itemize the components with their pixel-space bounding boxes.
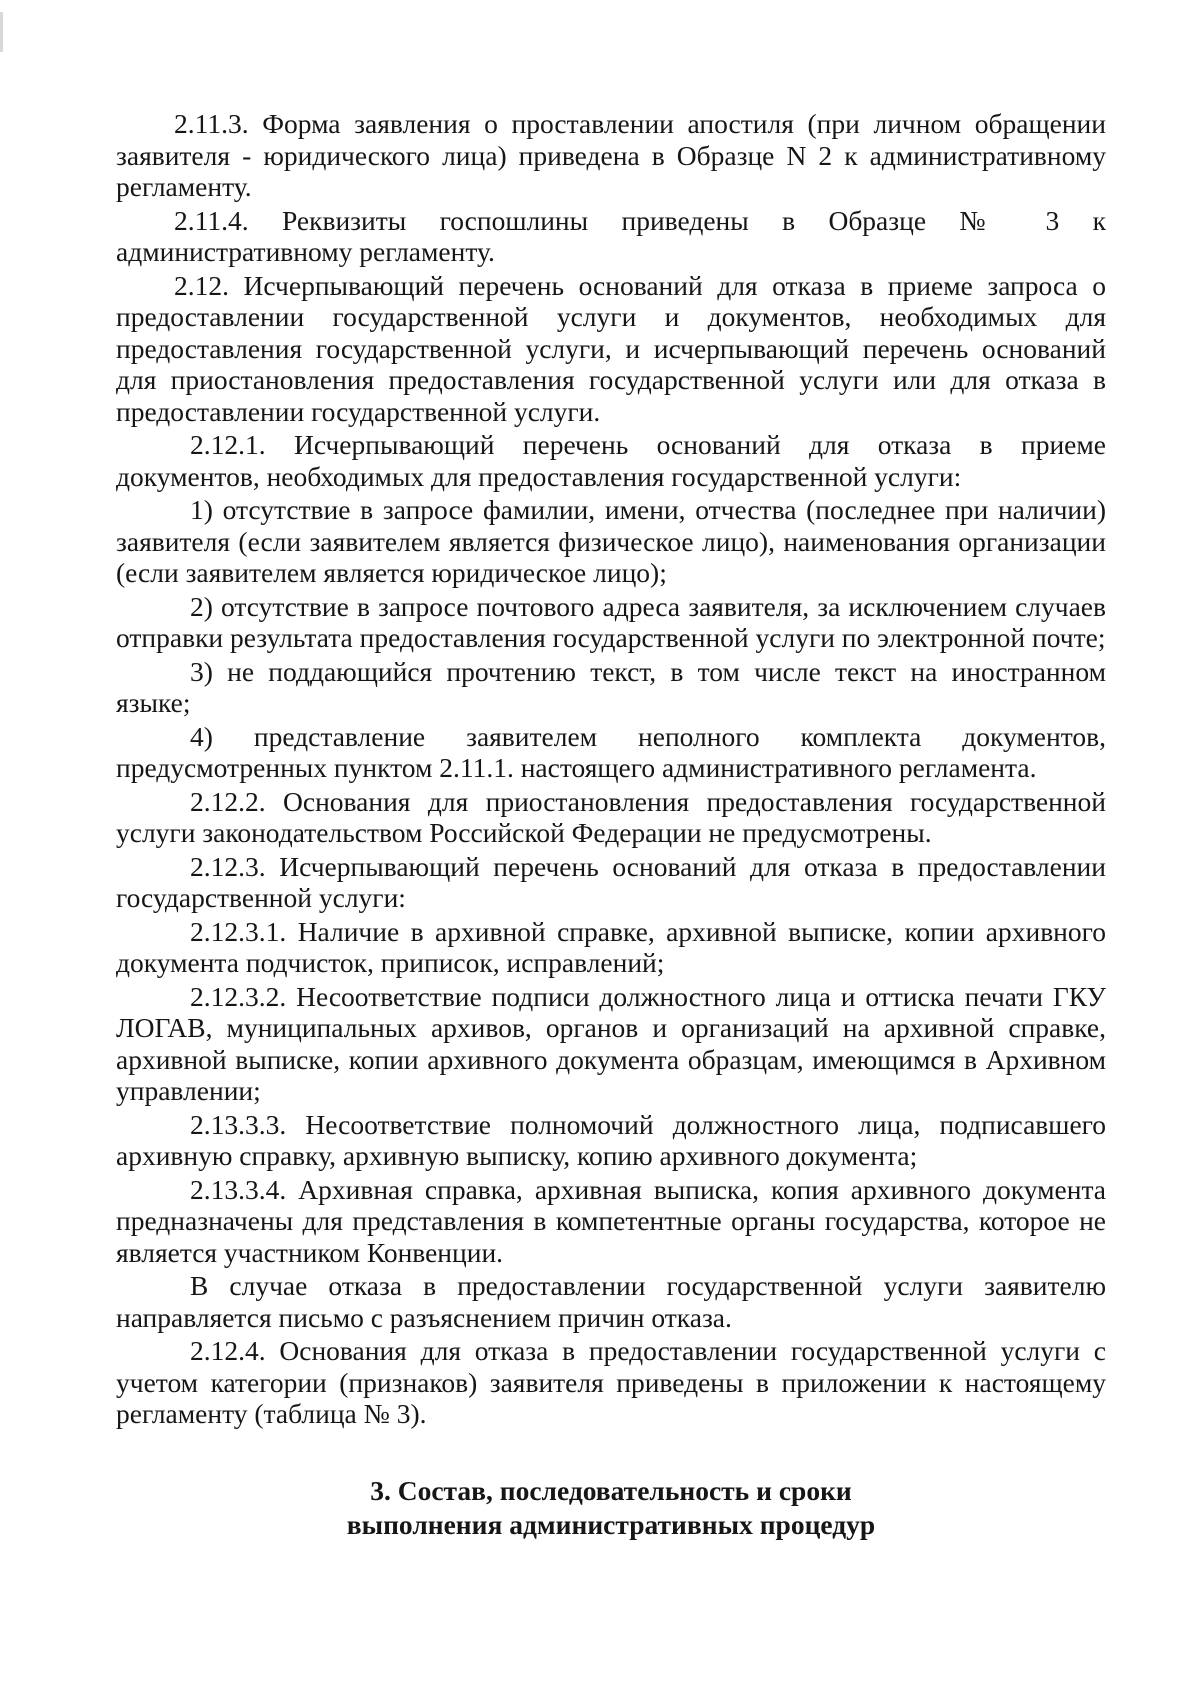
- paragraph-2-12: 2.12. Исчерпывающий перечень оснований для отказа в приеме запроса о предоставлении государственной услуги и документов, необходимых для предоставления государственной услуги, и исчерпывающий перечень оснований для приостановления предоставления государственной услуги или для отказа в предоставлении государственной услуги.: [116, 269, 1106, 427]
- paragraph-2-11-3: 2.11.3. Форма заявления о проставлении апостиля (при личном обращении заявителя - юридического лица) приведена в Образце N 2 к административному регламенту.: [116, 108, 1106, 202]
- list-item-4: 4) представление заявителем неполного комплекта документов, предусмотренных пунктом 2.11.1. настоящего административного регламента.: [116, 720, 1106, 783]
- section-heading-line-1: 3. Состав, последовательность и сроки: [370, 1474, 852, 1506]
- list-item-3: 3) не поддающийся прочтению текст, в том числе текст на иностранном языке;: [116, 655, 1106, 718]
- paragraph-2-13-3-4: 2.13.3.4. Архивная справка, архивная выписка, копия архивного документа предназначены для представления в компетентные органы государства, которое не является участником Конвенции.: [116, 1173, 1106, 1268]
- paragraph-2-12-1: 2.12.1. Исчерпывающий перечень оснований для отказа в приеме документов, необходимых для предоставления государственной услуги:: [116, 429, 1106, 492]
- section-heading-line-2: выполнения административных процедур: [346, 1508, 876, 1540]
- paragraph-2-12-3: 2.12.3. Исчерпывающий перечень оснований для отказа в предоставлении государственной услуги:: [116, 850, 1106, 913]
- paragraph-2-12-3-2: 2.12.3.2. Несоответствие подписи должностного лица и оттиска печати ГКУ ЛОГАВ, муниципальных архивов, органов и организаций на архивной справке, архивной выписке, копии архивного документа образцам, имеющимся в Архивном управлении;: [116, 980, 1106, 1106]
- paragraph-2-12-2: 2.12.2. Основания для приостановления предоставления государственной услуги законодательством Российской Федерации не предусмотрены.: [116, 785, 1106, 848]
- paragraph-2-12-3-1: 2.12.3.1. Наличие в архивной справке, архивной выписке, копии архивного документа подчисток, приписок, исправлений;: [116, 915, 1106, 978]
- paragraph-2-13-3-3: 2.13.3.3. Несоответствие полномочий должностного лица, подписавшего архивную справку, архивную выписку, копию архивного документа;: [116, 1108, 1106, 1171]
- scan-edge-mark: [0, 12, 3, 52]
- paragraph-2-12-4: 2.12.4. Основания для отказа в предоставлении государственной услуги с учетом категории (признаков) заявителя приведены в приложении к настоящему регламенту (таблица № 3).: [116, 1335, 1106, 1429]
- list-item-1: 1) отсутствие в запросе фамилии, имени, отчества (последнее при наличии) заявителя (если заявителем является физическое лицо), наименования организации (если заявителем является юридическое лицо);: [116, 494, 1106, 588]
- paragraph-2-11-4: 2.11.4. Реквизиты госпошлины приведены в Образце № 3 к административному регламенту.: [116, 204, 1106, 267]
- section-heading: [116, 1474, 1106, 1542]
- paragraph-refusal-letter: В случае отказа в предоставлении государственной услуги заявителю направляется письмо с разъяснением причин отказа.: [116, 1270, 1106, 1333]
- document-page: [116, 108, 1106, 1542]
- list-item-2: 2) отсутствие в запросе почтового адреса заявителя, за исключением случаев отправки результата предоставления государственной услуги по электронной почте;: [116, 590, 1106, 653]
